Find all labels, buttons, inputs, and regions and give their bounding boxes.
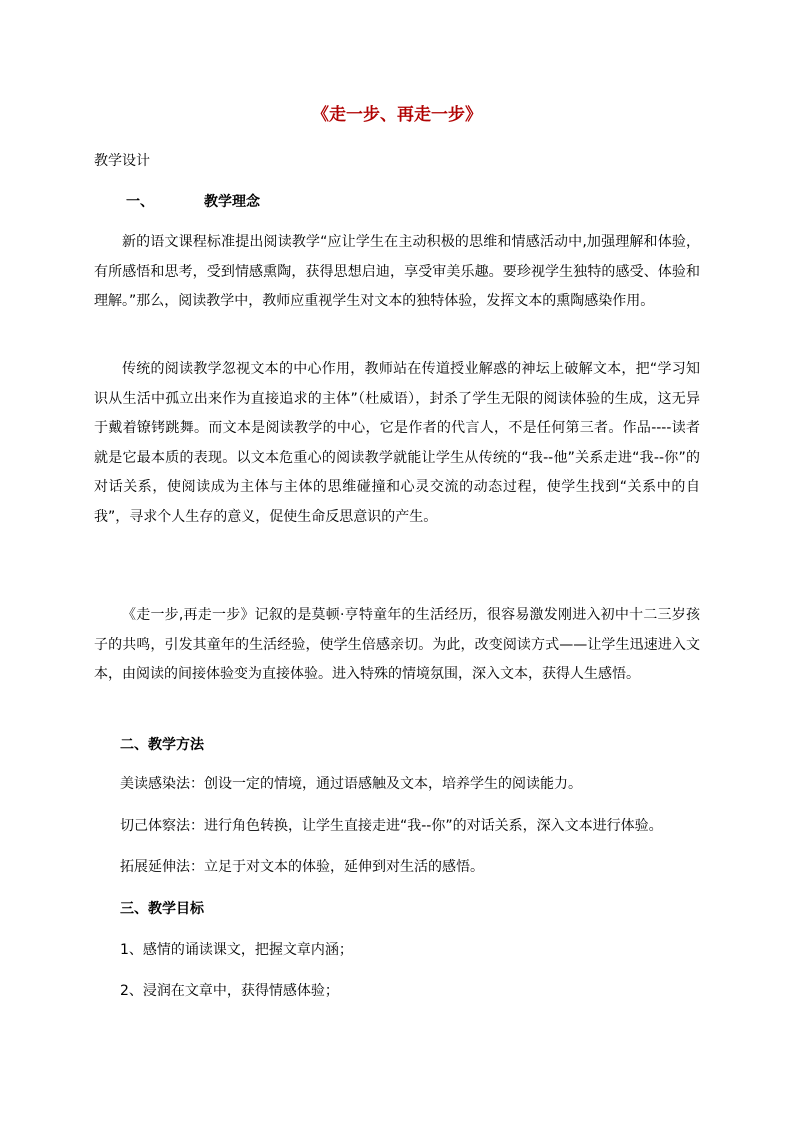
goal-item-2: 2、浸润在文章中，获得情感体验； [120,983,339,999]
method-item-3: 拓展延伸法：立足于对文本的体验，延伸到对生活的感悟。 [120,859,484,875]
section3-heading: 三、教学目标 [120,901,204,917]
section1-heading [126,191,260,211]
section1-heading-text: 教学理念 [204,194,260,210]
section1-paragraph-3: 《走一步,再走一步》记叙的是莫顿·亨特童年的生活经历，很容易激发刚进入初中十二三岁孩子的共鸣，引发其童年的生活经验，使学生倍感亲切。为此，改变阅读方式——让学生迅速进入文本，由阅读的间接体验变为直接体验。进入特殊的情境氛围，深入文本，获得人生感悟。 [94,607,700,682]
section2-heading: 二、教学方法 [120,737,204,753]
method-item-2: 切己体察法：进行角色转换，让学生直接走进“我--你”的对话关系，深入文本进行体验。 [120,818,663,834]
document-title: 《走一步、再走一步》 [312,105,482,125]
goal-item-1: 1、感情的诵读课文，把握文章内涵； [120,942,353,958]
section1-number: 一、 [126,194,154,210]
section1-paragraph-1: 新的语文课程标准提出阅读教学“应让学生在主动积极的思维和情感活动中,加强理解和体验，有所感悟和思考，受到情感熏陶，获得思想启迪，享受审美乐趣。要珍视学生独特的感受、体验和理解。”那么，阅读教学中，教师应重视学生对文本的独特体验，发挥文本的熏陶感染作用。 [94,234,700,309]
section1-paragraph-2: 传统的阅读教学忽视文本的中心作用，教师站在传道授业解惑的神坛上破解文本，把“学习知识从生活中孤立出来作为直接追求的主体”（杜威语），封杀了学生无限的阅读体验的生成，这无异于戴着镣铐跳舞。而文本是阅读教学的中心，它是作者的代言人，不是任何第三者。作品----读者就是它最本质的表现。以文本危重心的阅读教学就能让学生从传统的“我--他”关系走进“我--你”的对话关系，使阅读成为主体与主体的思维碰撞和心灵交流的动态过程，使学生找到“关系中的自我”，寻求个人生存的意义，促使生命反思意识的产生。 [94,361,700,525]
method-item-1: 美读感染法：创设一定的情境，通过语感触及文本，培养学生的阅读能力。 [120,776,582,792]
document-subtitle: 教学设计 [94,153,150,169]
